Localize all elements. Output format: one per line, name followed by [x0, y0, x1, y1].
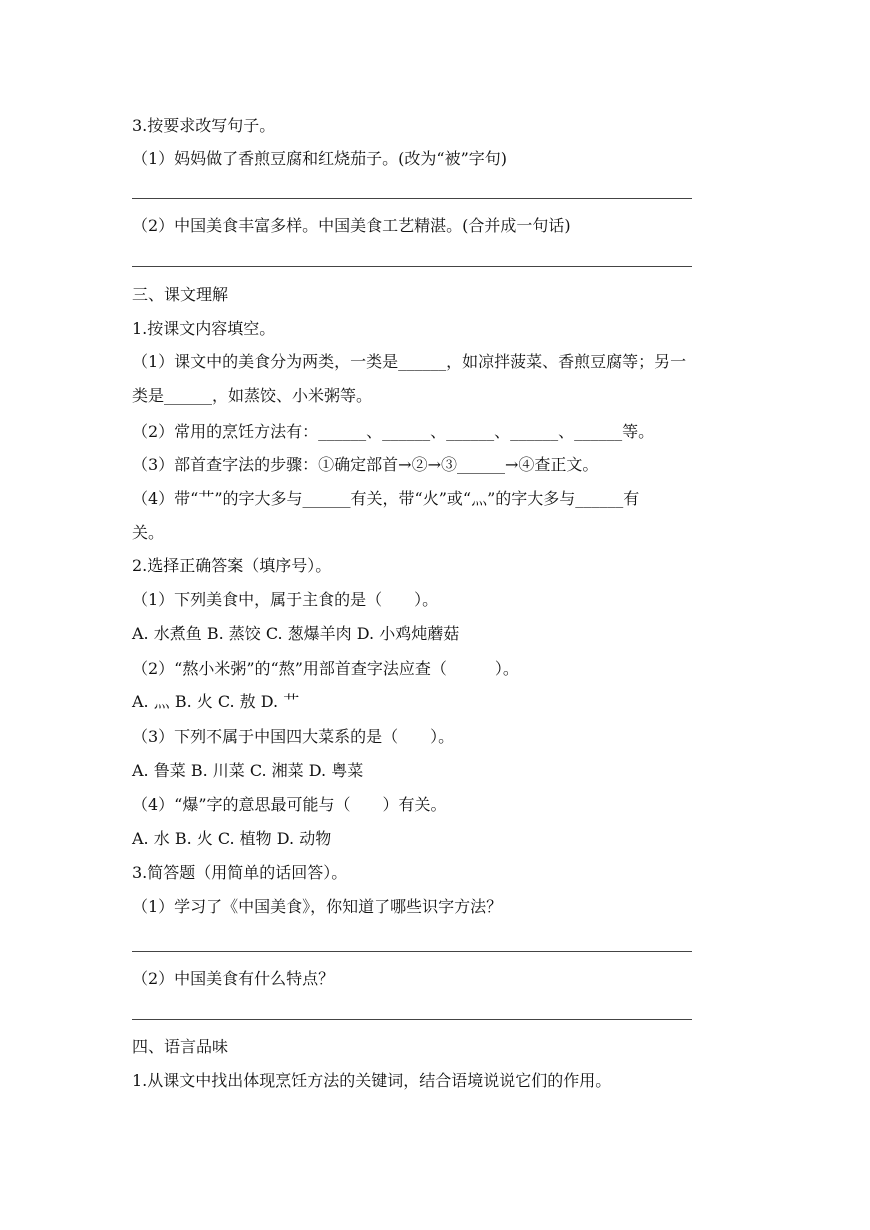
choice-question-3: （3）下列不属于中国四大菜系的是（ ）。 [132, 727, 455, 746]
question-rewrite-heading: 3.按要求改写句子。 [132, 116, 276, 135]
choice-question-4: （4）“爆”字的意思最可能与（ ）有关。 [132, 795, 447, 814]
short-answer-question-2: （2）中国美食有什么特点？ [132, 969, 335, 988]
multiple-choice-heading: 2.选择正确答案（填序号）。 [132, 556, 332, 575]
choice-question-1: （1）下列美食中，属于主食的是（ ）。 [132, 590, 439, 609]
answer-line-1[interactable] [132, 198, 692, 199]
short-answer-heading: 3.简答题（用简单的话回答）。 [132, 863, 348, 882]
rewrite-item-1: （1）妈妈做了香煎豆腐和红烧茄子。(改为“被”字句) [132, 149, 508, 168]
choice-options-2: A. 灬 B. 火 C. 敖 D. 艹 [132, 692, 300, 711]
choice-options-4: A. 水 B. 火 C. 植物 D. 动物 [132, 829, 332, 848]
section-heading-text-understanding: 三、课文理解 [132, 285, 229, 304]
fill-item-2: （2）常用的烹饪方法有：______、______、______、______、______等。 [132, 422, 655, 441]
choice-options-3: A. 鲁菜 B. 川菜 C. 湘菜 D. 粤菜 [132, 761, 364, 780]
fill-item-3: （3）部首查字法的步骤：①确定部首→②→③______→④查正文。 [132, 455, 599, 474]
rewrite-item-2: （2）中国美食丰富多样。中国美食工艺精湛。(合并成一句话) [132, 216, 571, 235]
answer-line-4[interactable] [132, 1019, 692, 1020]
fill-item-1-line-1: （1）课文中的美食分为两类，一类是______，如凉拌菠菜、香煎豆腐等；另一 [132, 352, 687, 371]
choice-question-2: （2）“熬小米粥”的“熬”用部首查字法应查（ ）。 [132, 659, 519, 678]
choice-options-1: A. 水煮鱼 B. 蒸饺 C. 葱爆羊肉 D. 小鸡炖蘑菇 [132, 624, 460, 643]
fill-item-4-line-1: （4）带“艹”的字大多与______有关，带“火”或“灬”的字大多与______有 [132, 489, 640, 508]
answer-line-3[interactable] [132, 951, 692, 952]
section-heading-language-appreciation: 四、语言品味 [132, 1037, 229, 1056]
language-question-1: 1.从课文中找出体现烹饪方法的关键词，结合语境说说它们的作用。 [132, 1071, 612, 1090]
answer-line-2[interactable] [132, 266, 692, 267]
fill-item-4-line-2: 关。 [132, 523, 165, 542]
fill-item-1-line-2: 类是______，如蒸饺、小米粥等。 [132, 386, 373, 405]
short-answer-question-1: （1）学习了《中国美食》，你知道了哪些识字方法？ [132, 897, 503, 916]
fill-in-heading: 1.按课文内容填空。 [132, 319, 276, 338]
